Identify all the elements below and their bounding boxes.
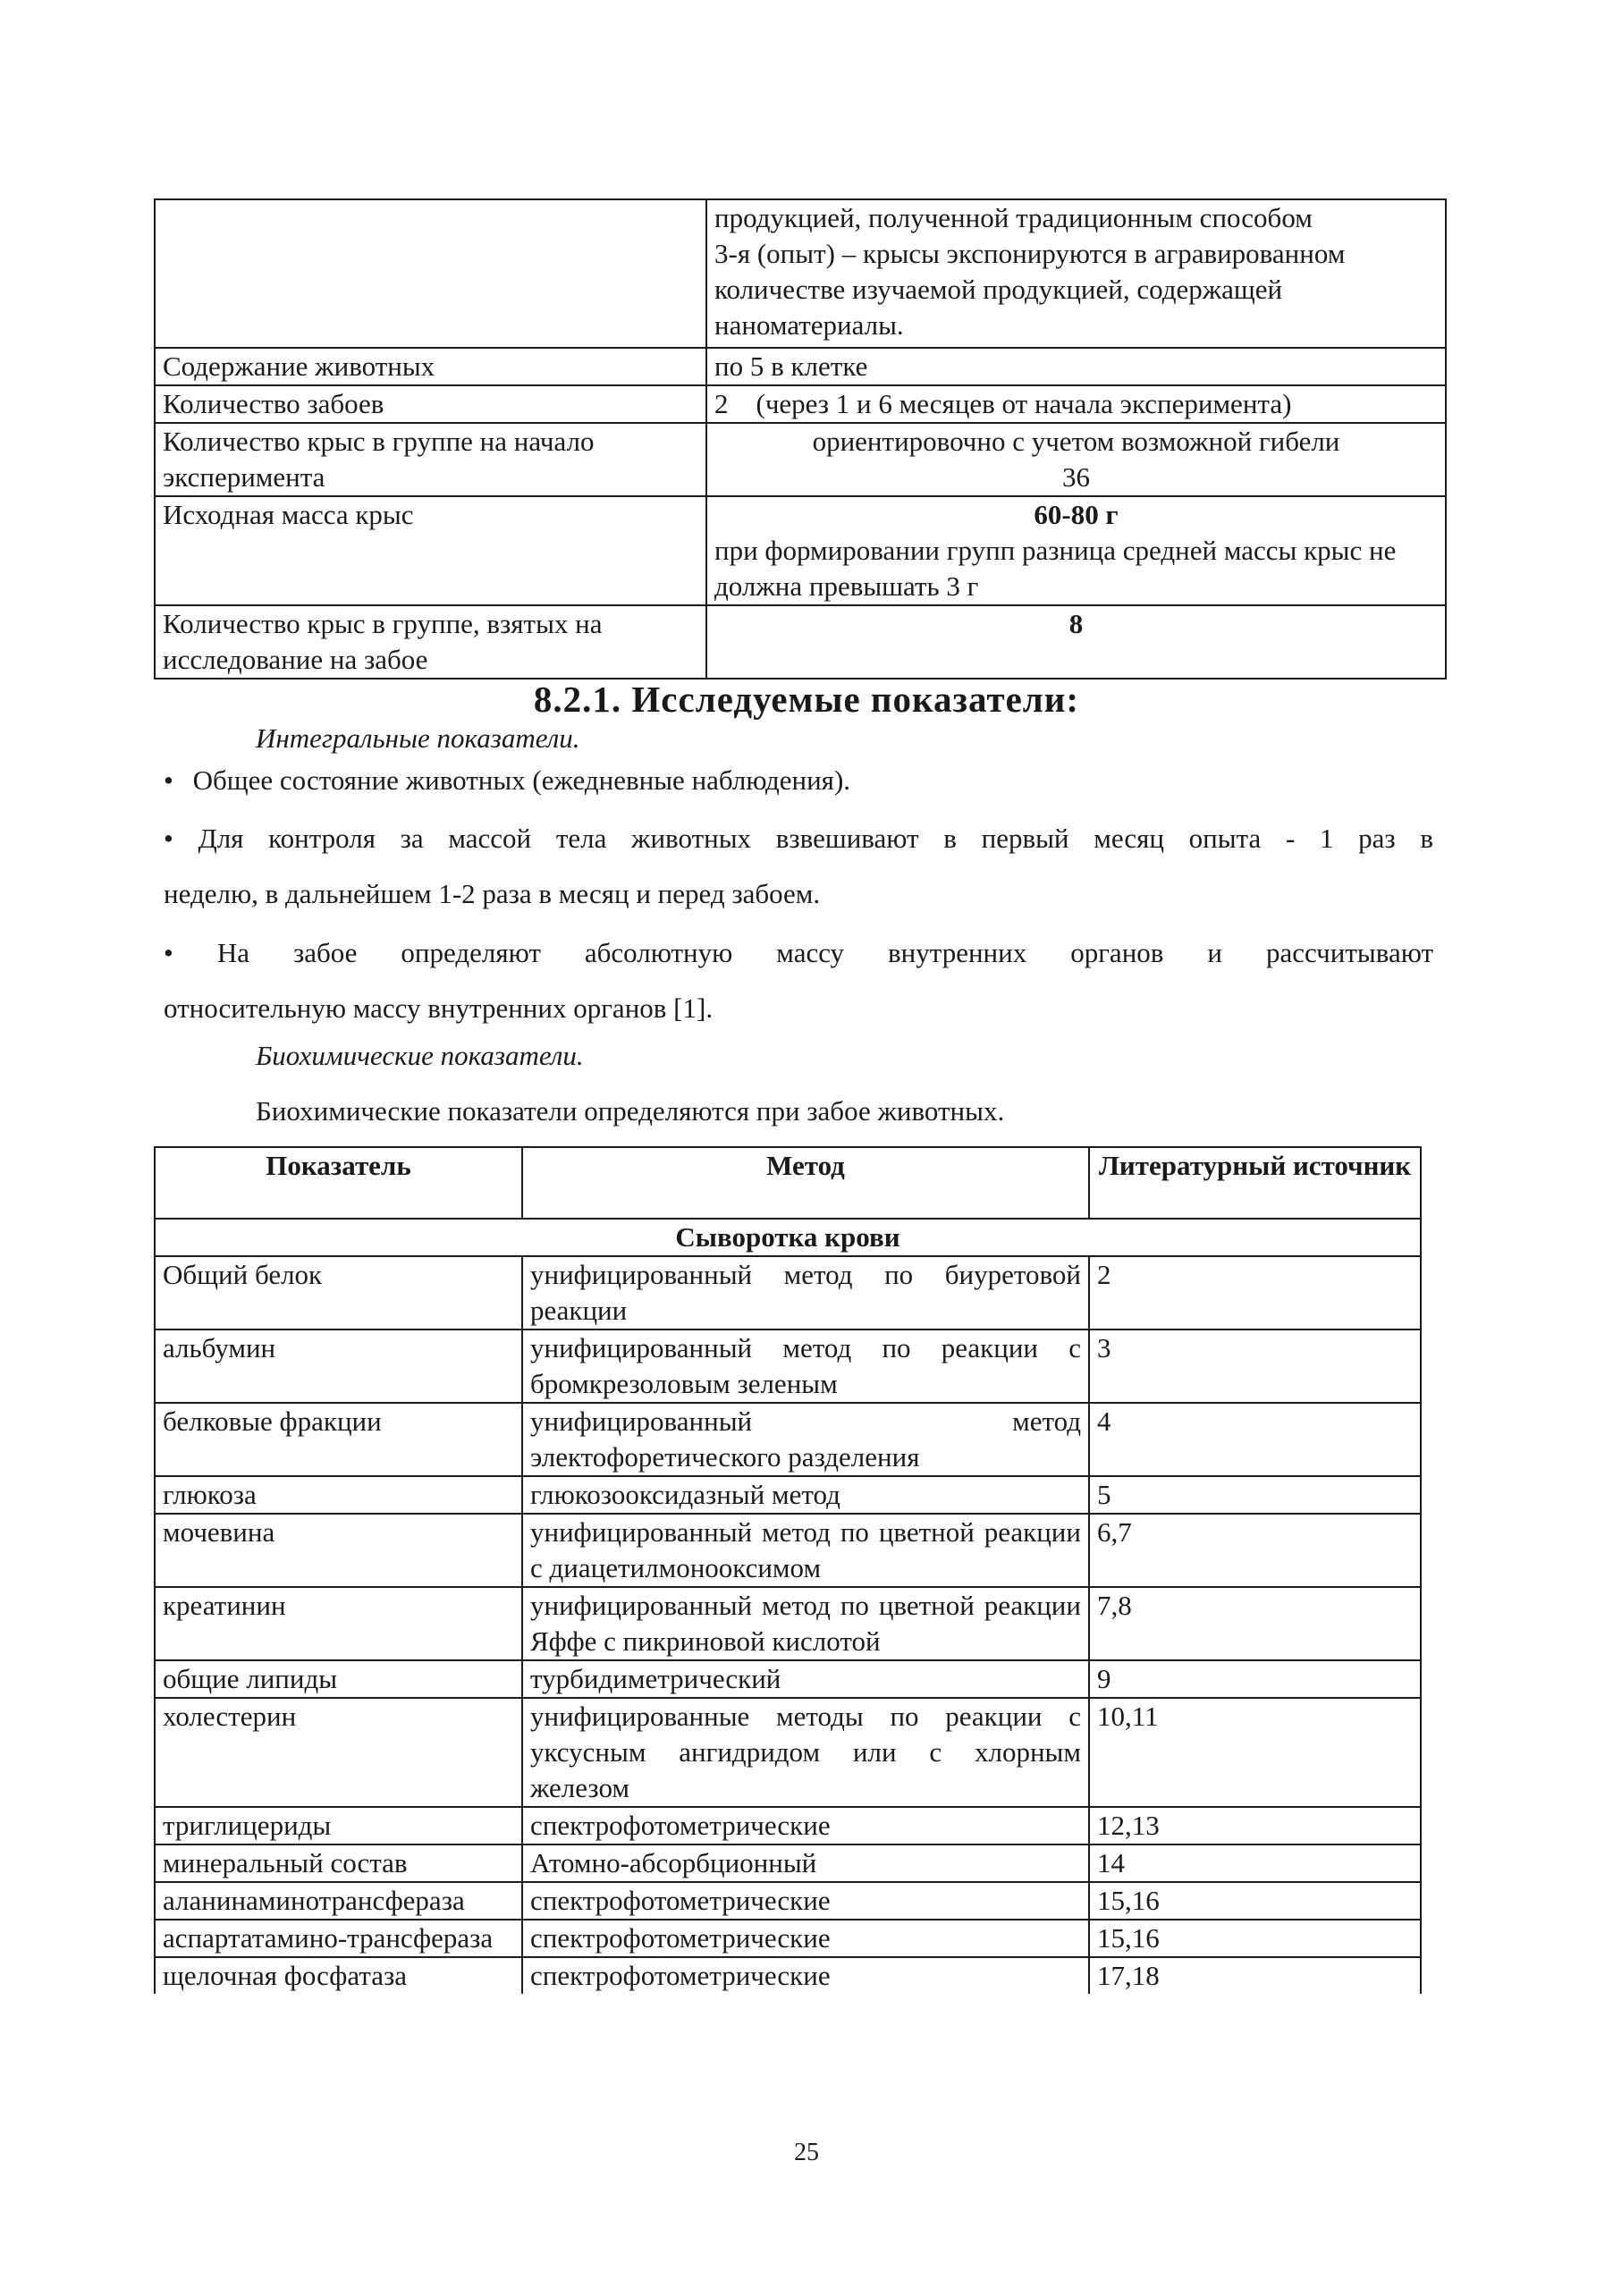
table-row bbox=[155, 1403, 1421, 1476]
bullet-icon: • bbox=[164, 823, 173, 854]
section-heading: 8.2.1. Исследуемые показатели: bbox=[533, 679, 1080, 720]
table-cell: Атомно-абсорбционный bbox=[522, 1844, 1089, 1882]
column-header: Показатель bbox=[155, 1147, 522, 1219]
table-cell: спектрофотометрические bbox=[522, 1807, 1089, 1844]
table-cell: 6,7 bbox=[1089, 1514, 1421, 1587]
table-cell-value: 2 (через 1 и 6 месяцев от начала эксперимента) bbox=[706, 385, 1446, 423]
table-row bbox=[155, 1698, 1421, 1807]
table-cell-value: продукцией, полученной традиционным способом 3-я (опыт) – крысы экспонируются в агравированном количестве изучаемой продукцией, содержащей наноматериалы. bbox=[706, 199, 1446, 348]
table-cell: 12,13 bbox=[1089, 1807, 1421, 1844]
column-header: Литературный источник bbox=[1089, 1147, 1421, 1219]
table-cell: унифицированный метод по цветной реакции с диацетилмонооксимом bbox=[522, 1514, 1089, 1587]
bullet-text: Общее состояние животных (ежедневные наблюдения). bbox=[192, 764, 851, 796]
table-cell: мочевина bbox=[155, 1514, 522, 1587]
table-cell: 7,8 bbox=[1089, 1587, 1421, 1660]
table-cell: унифицированный метод электофоретического разделения bbox=[522, 1403, 1089, 1476]
biochem-label: Биохимические показатели. bbox=[256, 1040, 584, 1071]
table-row bbox=[155, 1476, 1421, 1514]
table-row bbox=[155, 1256, 1421, 1329]
table-cell-label: Содержание животных bbox=[155, 348, 706, 385]
bullet-continuation: неделю, в дальнейшем 1-2 раза в месяц и перед забоем. bbox=[164, 878, 821, 909]
table-row bbox=[155, 199, 1446, 348]
table-cell: 10,11 bbox=[1089, 1698, 1421, 1807]
value-line: ориентировочно с учетом возможной гибели bbox=[812, 426, 1340, 457]
table-cell-value bbox=[706, 496, 1446, 605]
bullet-icon: • bbox=[164, 937, 173, 968]
table-cell: 15,16 bbox=[1089, 1920, 1421, 1957]
bullet-text: На забое определяют абсолютную массу внутренних органов и рассчитывают bbox=[216, 937, 1433, 968]
table-cell: Общий белок bbox=[155, 1256, 522, 1329]
table-cell-label: Количество крыс в группе, взятых на исследование на забое bbox=[155, 605, 706, 679]
table-cell: аланинаминотрансфераза bbox=[155, 1882, 522, 1920]
table-cell: унифицированный метод по реакции с бромкрезоловым зеленым bbox=[522, 1329, 1089, 1403]
table-cell: 5 bbox=[1089, 1476, 1421, 1514]
table-row bbox=[155, 1660, 1421, 1698]
experiment-conditions-table bbox=[154, 198, 1447, 680]
table-cell: белковые фракции bbox=[155, 1403, 522, 1476]
table-cell: спектрофотометрические bbox=[522, 1882, 1089, 1920]
table-cell: турбидиметрический bbox=[522, 1660, 1089, 1698]
table-cell: спектрофотометрические bbox=[522, 1957, 1089, 1994]
table-row bbox=[155, 1957, 1421, 1994]
table-cell: унифицированный метод по цветной реакции Яффе с пикриновой кислотой bbox=[522, 1587, 1089, 1660]
table-row bbox=[155, 348, 1446, 385]
table-row bbox=[155, 1587, 1421, 1660]
table-cell: аспартатамино-трансфераза bbox=[155, 1920, 522, 1957]
table-cell: унифицированный метод по биуретовой реакции bbox=[522, 1256, 1089, 1329]
table-row bbox=[155, 1807, 1421, 1844]
table-row bbox=[155, 385, 1446, 423]
table-cell-value: по 5 в клетке bbox=[706, 348, 1446, 385]
bullet-icon: • bbox=[164, 764, 173, 796]
table-cell: щелочная фосфатаза bbox=[155, 1957, 522, 1994]
bullet-text: Для контроля за массой тела животных взвешивают в первый месяц опыта - 1 раз в bbox=[198, 823, 1433, 854]
biochemical-indicators-table bbox=[154, 1146, 1422, 1994]
table-cell: унифицированные методы по реакции с уксусным ангидридом или с хлорным железом bbox=[522, 1698, 1089, 1807]
column-header: Метод bbox=[522, 1147, 1089, 1219]
biochem-text: Биохимические показатели определяются при забое животных. bbox=[256, 1095, 1005, 1127]
table-cell: 9 bbox=[1089, 1660, 1421, 1698]
table-cell: спектрофотометрические bbox=[522, 1920, 1089, 1957]
table-cell: глюкоза bbox=[155, 1476, 522, 1514]
table-row bbox=[155, 605, 1446, 679]
table-group-row bbox=[155, 1219, 1421, 1256]
table-cell: 14 bbox=[1089, 1844, 1421, 1882]
table-row bbox=[155, 496, 1446, 605]
table-row bbox=[155, 1882, 1421, 1920]
table-row bbox=[155, 423, 1446, 496]
table-cell-label: Исходная масса крыс bbox=[155, 496, 706, 605]
table-cell-label: Количество крыс в группе на начало эксперимента bbox=[155, 423, 706, 496]
value-line: при формировании групп разница средней массы крыс не должна превышать 3 г bbox=[714, 535, 1397, 602]
value-line: 60-80 г bbox=[1034, 499, 1119, 530]
table-cell-value bbox=[706, 423, 1446, 496]
table-cell-value: 8 bbox=[706, 605, 1446, 679]
table-cell: альбумин bbox=[155, 1329, 522, 1403]
table-cell: общие липиды bbox=[155, 1660, 522, 1698]
table-cell: глюкозооксидазный метод bbox=[522, 1476, 1089, 1514]
table-cell: 3 bbox=[1089, 1329, 1421, 1403]
table-cell-label: Количество забоев bbox=[155, 385, 706, 423]
table-cell: 2 bbox=[1089, 1256, 1421, 1329]
bullet-item bbox=[164, 823, 1433, 855]
table-row bbox=[155, 1514, 1421, 1587]
table-cell-label bbox=[155, 199, 706, 348]
value-line: 36 bbox=[1062, 461, 1090, 493]
table-row bbox=[155, 1329, 1421, 1403]
bullet-item bbox=[164, 764, 850, 797]
table-cell: холестерин bbox=[155, 1698, 522, 1807]
table-row bbox=[155, 1920, 1421, 1957]
page-number: 25 bbox=[794, 2139, 819, 2166]
bullet-continuation: относительную массу внутренних органов [1]. bbox=[164, 992, 714, 1024]
table-cell: 4 bbox=[1089, 1403, 1421, 1476]
table-cell: 15,16 bbox=[1089, 1882, 1421, 1920]
table-cell: триглицериды bbox=[155, 1807, 522, 1844]
table-cell: 17,18 bbox=[1089, 1957, 1421, 1994]
table-cell: минеральный состав bbox=[155, 1844, 522, 1882]
group-header: Сыворотка крови bbox=[155, 1219, 1421, 1256]
integral-label: Интегральные показатели. bbox=[256, 722, 580, 754]
table-header-row bbox=[155, 1147, 1421, 1219]
table-row bbox=[155, 1844, 1421, 1882]
table-cell: креатинин bbox=[155, 1587, 522, 1660]
bullet-item bbox=[164, 937, 1433, 969]
